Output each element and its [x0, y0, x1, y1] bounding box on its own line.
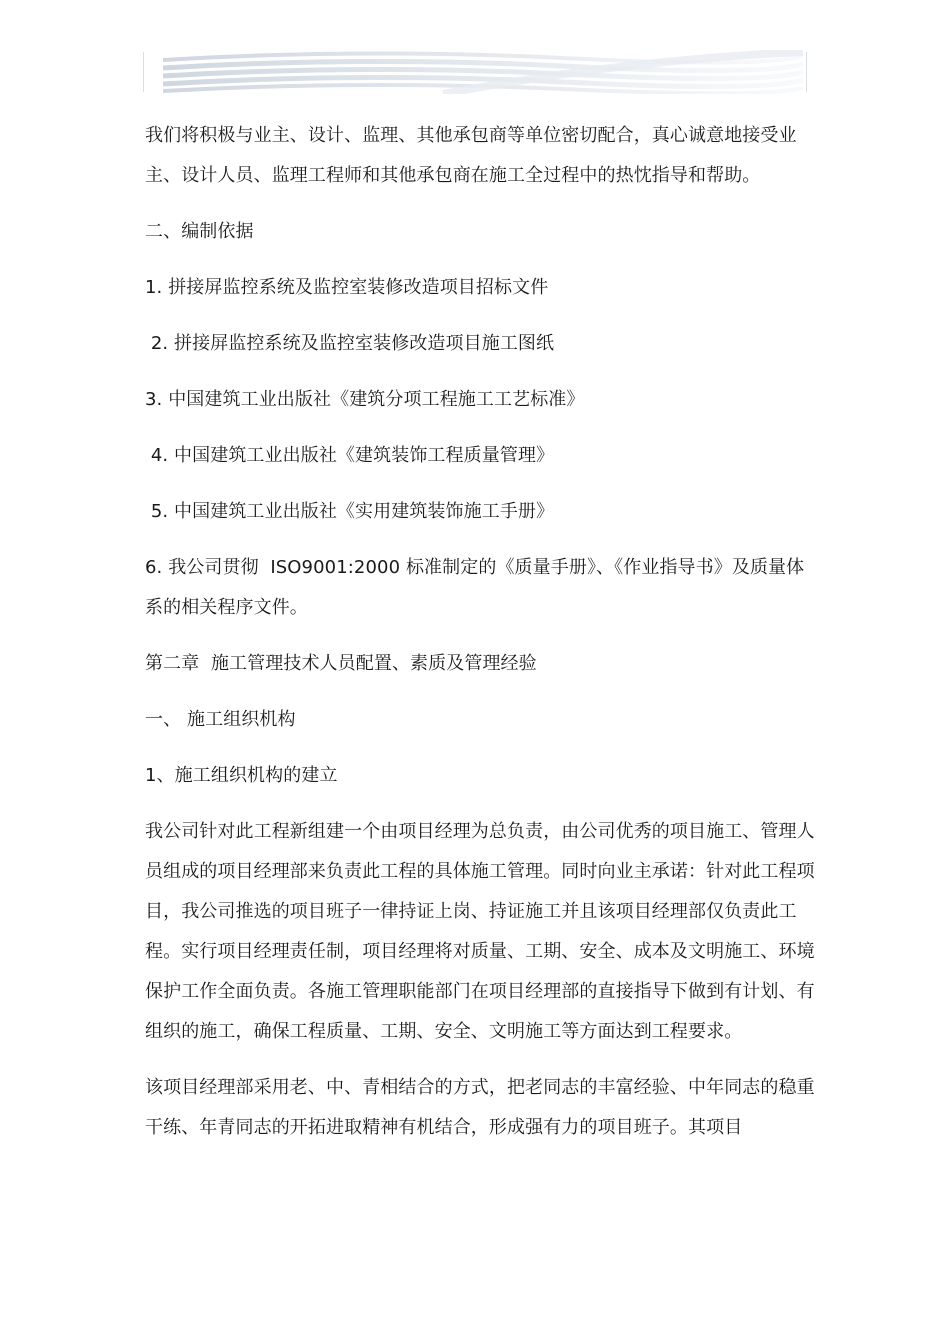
- organization-paragraph: 我公司针对此工程新组建一个由项目经理为总负责，由公司优秀的项目施工、管理人员组成的项目经理部来负责此工程的具体施工管理。同时向业主承诺：针对此工程项目，我公司推选的项目班子一律持证上岗、持证施工并且该项目经理部仅负责此工程。实行项目经理责任制，项目经理将对质量、工期、安全、成本及文明施工、环境保护工作全面负责。各施工管理职能部门在项目经理部的直接指导下做到有计划、有组织的施工，确保工程质量、工期、安全、文明施工等方面达到工程要求。: [145, 821, 815, 1042]
- reference-item-3: 3. 中国建筑工业出版社《建筑分项工程施工工艺标准》: [145, 389, 585, 410]
- reference-item-5: 5. 中国建筑工业出版社《实用建筑装饰施工手册》: [145, 501, 555, 522]
- document-body: [145, 116, 817, 1148]
- header-decoration: [143, 50, 807, 94]
- chapter-heading: 第二章 施工管理技术人员配置、素质及管理经验: [145, 653, 537, 674]
- reference-item-4: 4. 中国建筑工业出版社《建筑装饰工程质量管理》: [145, 445, 555, 466]
- subsubsection-heading: 1、施工组织机构的建立: [145, 765, 338, 786]
- subsection-heading: 一、 施工组织机构: [145, 709, 296, 730]
- reference-item-1: 1. 拼接屏监控系统及监控室装修改造项目招标文件: [145, 277, 549, 298]
- team-paragraph: 该项目经理部采用老、中、青相结合的方式，把老同志的丰富经验、中年同志的稳重干练、年青同志的开拓进取精神有机结合，形成强有力的项目班子。其项目: [145, 1077, 815, 1138]
- reference-item-6: 6. 我公司贯彻 ISO9001:2000 标准制定的《质量手册》、《作业指导书》及质量体系的相关程序文件。: [145, 557, 805, 618]
- intro-paragraph: 我们将积极与业主、设计、监理、其他承包商等单位密切配合，真心诚意地接受业主、设计人员、监理工程师和其他承包商在施工全过程中的热忱指导和帮助。: [145, 125, 797, 186]
- reference-item-2: 2. 拼接屏监控系统及监控室装修改造项目施工图纸: [145, 333, 555, 354]
- section-heading-basis: 二、编制依据: [145, 221, 254, 242]
- wave-banner-graphic: [143, 50, 807, 94]
